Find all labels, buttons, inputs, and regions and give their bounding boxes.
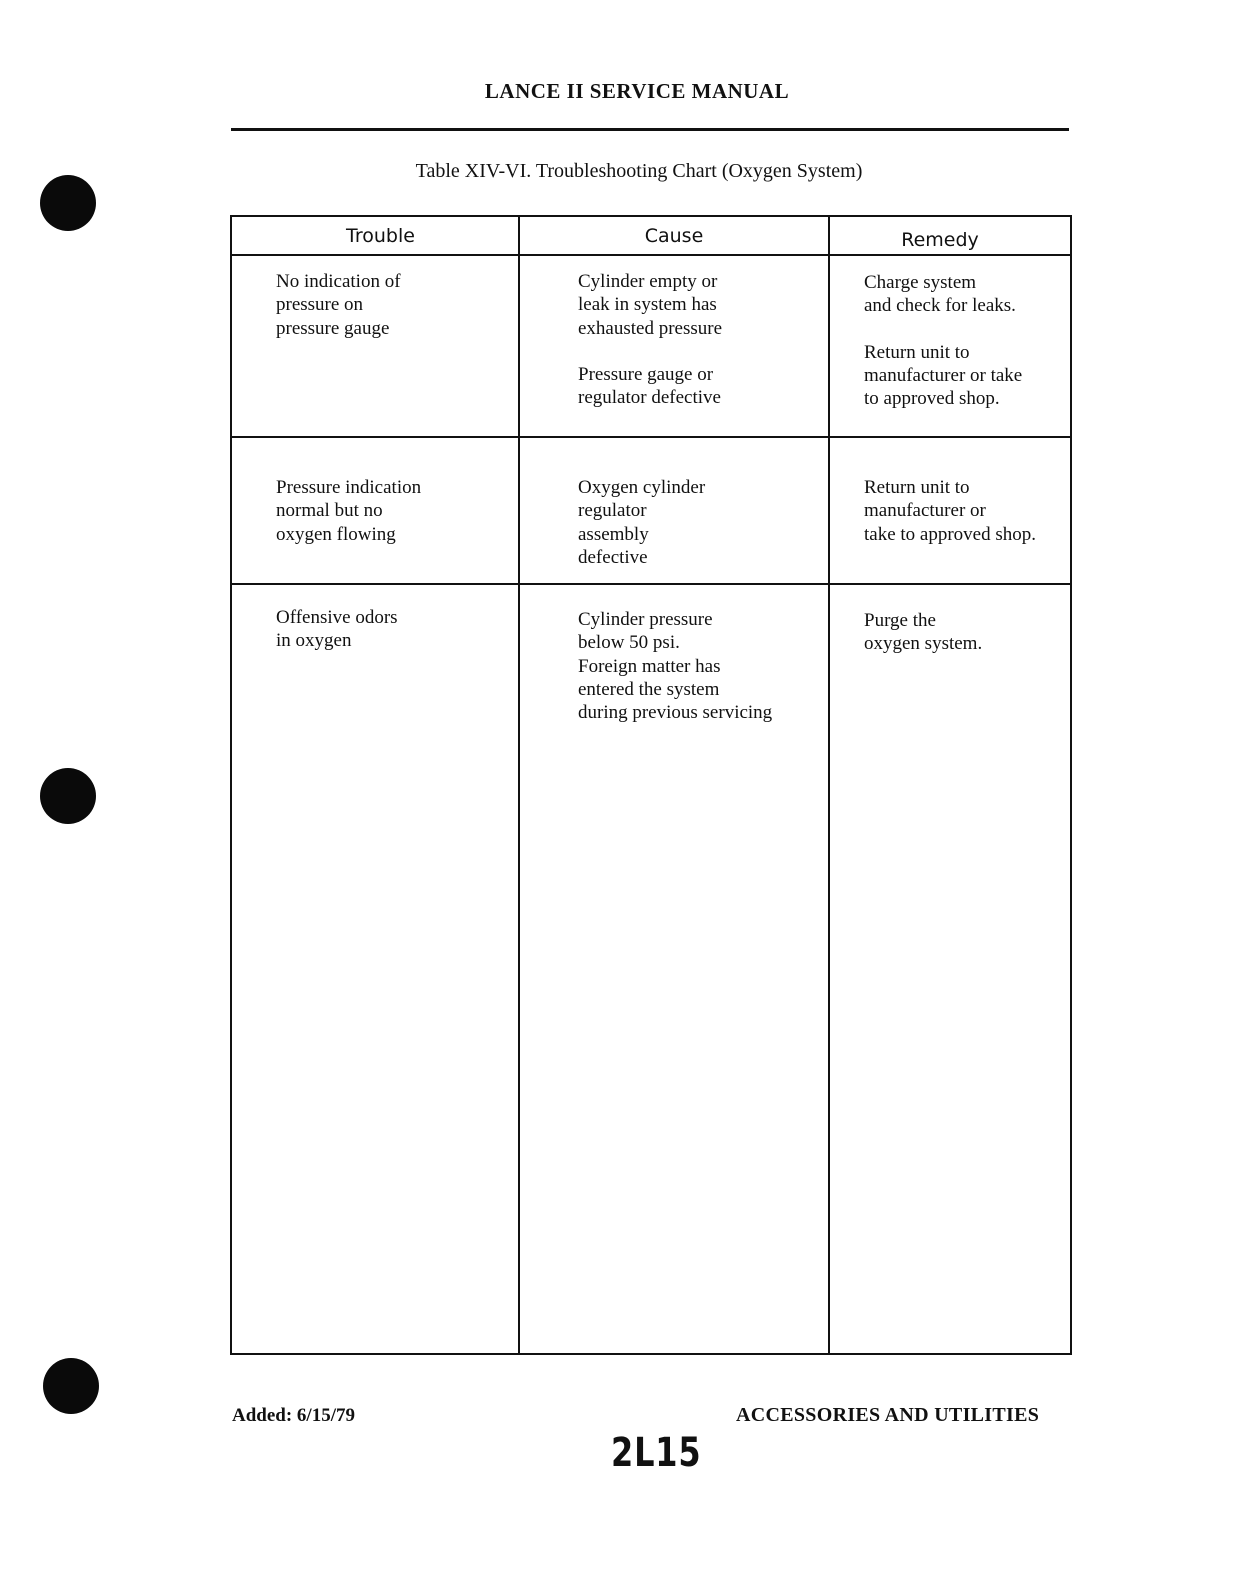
cell-line: oxygen system. (864, 633, 983, 655)
cell-line: pressure on (276, 294, 364, 316)
cell-line: pressure gauge (276, 317, 390, 339)
cell-line: exhausted pressure (578, 317, 723, 339)
cell-line: Foreign matter has (578, 655, 721, 677)
cell-line: regulator defective (578, 387, 721, 409)
cell-line: leak in system has (578, 294, 717, 316)
section-title: ACCESSORIES AND UTILITIES (736, 1404, 1040, 1426)
column-divider (828, 217, 830, 1353)
header-divider (232, 254, 1070, 256)
binder-hole (40, 768, 96, 824)
cell-line: Return unit to (864, 477, 970, 498)
cell-line: Pressure indication (276, 477, 422, 498)
cell-line: and check for leaks. (864, 295, 1016, 317)
cell-line: Purge the (864, 610, 936, 631)
header-rule (231, 128, 1069, 131)
cell-line: Pressure gauge or (578, 363, 714, 385)
table-caption: Table XIV-VI. Troubleshooting Chart (Oxygen System) (415, 160, 863, 182)
cell-remedy (864, 609, 982, 656)
cell-line: Charge system (864, 272, 977, 293)
cell-line: take to approved shop. (864, 523, 1037, 545)
cell-line: Cylinder empty or (578, 271, 718, 292)
cell-line: entered the system (578, 678, 720, 700)
cell-trouble (276, 270, 401, 340)
cell-line: during previous servicing (578, 702, 773, 724)
cell-trouble (276, 606, 398, 653)
column-header-cause: Cause (644, 225, 704, 247)
binder-hole (40, 175, 96, 231)
cell-line: assembly (578, 523, 649, 545)
cell-remedy (864, 476, 1036, 546)
cell-line: to approved shop. (864, 388, 1000, 410)
cell-line: Oxygen cylinder (578, 477, 706, 498)
troubleshooting-table (230, 215, 1072, 1355)
cell-cause (578, 270, 722, 409)
cell-line: defective (578, 546, 648, 568)
column-divider (518, 217, 520, 1353)
cell-line: Offensive odors (276, 607, 398, 628)
cell-line: oxygen flowing (276, 523, 396, 545)
row-divider (232, 436, 1070, 438)
cell-line: in oxygen (276, 630, 352, 652)
cell-cause (578, 608, 772, 724)
cell-line: No indication of (276, 271, 401, 292)
column-header-trouble: Trouble (346, 225, 415, 247)
cell-line: manufacturer or (864, 500, 986, 522)
cell-line: Return unit to (864, 341, 970, 363)
page-code: 2L15 (611, 1430, 702, 1476)
cell-line: regulator (578, 500, 647, 522)
cell-cause (578, 476, 705, 569)
cell-line: normal but no (276, 500, 383, 522)
row-divider (232, 583, 1070, 585)
binder-hole (43, 1358, 99, 1414)
cell-line: below 50 psi. (578, 632, 680, 654)
cell-remedy (864, 271, 1022, 410)
cell-trouble (276, 476, 421, 546)
column-header-remedy: Remedy (901, 229, 979, 251)
manual-title: LANCE II SERVICE MANUAL (484, 79, 790, 103)
added-date: Added: 6/15/79 (232, 1405, 355, 1426)
cell-line: Cylinder pressure (578, 609, 713, 630)
cell-line: manufacturer or take (864, 364, 1023, 386)
